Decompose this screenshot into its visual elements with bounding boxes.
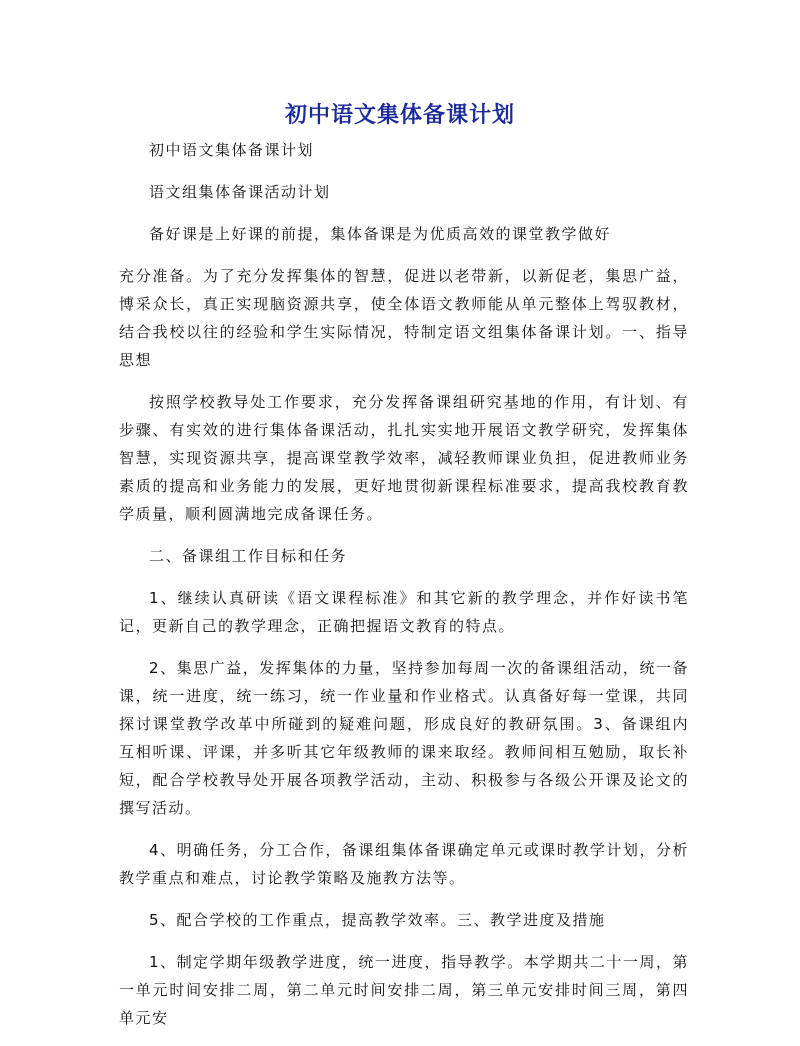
paragraph-1: 初中语文集体备课计划 bbox=[149, 141, 315, 159]
paragraph-8: 2、集思广益，发挥集体的力量，坚持参加每周一次的备课组活动，统一备课，统一进度，统一练习，统一作业量和作业格式。认真备好每一堂课，共同探讨课堂教学改革中所碰到的疑难问题，形成良好的教研氛围。3、备课组内互相听课、评课，并多听其它年级教师的课来取经。教师间相互勉励，取长补短，配合学校教导处开展各项教学活动，主动、积极参与各级公开课及论文的撰写活动。 bbox=[119, 659, 689, 817]
paragraph-4: 充分准备。为了充分发挥集体的智慧，促进以老带新，以新促老，集思广益，博采众长，真正实现脑资源共享，使全体语文教师能从单元整体上驾驭教材，结合我校以往的经验和学生实际情况，特制定语文组集体备课计划。一、指导思想 bbox=[119, 267, 689, 369]
paragraph-5: 按照学校教导处工作要求，充分发挥备课组研究基地的作用，有计划、有步骤、有实效的进行集体备课活动，扎扎实实地开展语文教学研究，发挥集体智慧，实现资源共享，提高课堂教学效率，减轻教师课业负担，促进教师业务素质的提高和业务能力的发展，更好地贯彻新课程标准要求，提高我校教育教学质量，顺利圆满地完成备课任务。 bbox=[119, 393, 689, 523]
paragraph-7: 1、继续认真研读《语文课程标准》和其它新的教学理念，并作好读书笔记，更新自己的教学理念，正确把握语文教育的特点。 bbox=[119, 589, 689, 635]
paragraph-11: 1、制定学期年级教学进度，统一进度，指导教学。本学期共二十一周，第一单元时间安排二周，第二单元时间安排二周，第三单元安排时间三周，第四单元安 bbox=[119, 953, 689, 1027]
paragraph-9: 4、明确任务，分工合作，备课组集体备课确定单元或课时教学计划，分析教学重点和难点，讨论教学策略及施教方法等。 bbox=[119, 841, 689, 887]
document-title: 初中语文集体备课计划 bbox=[284, 103, 515, 128]
document-body bbox=[119, 136, 689, 1046]
paragraph-6: 二、备课组工作目标和任务 bbox=[149, 547, 348, 565]
paragraph-3: 备好课是上好课的前提，集体备课是为优质高效的课堂教学做好 bbox=[149, 225, 612, 243]
paragraph-10: 5、配合学校的工作重点，提高教学效率。三、教学进度及措施 bbox=[149, 911, 606, 929]
paragraph-2: 语文组集体备课活动计划 bbox=[149, 183, 331, 201]
